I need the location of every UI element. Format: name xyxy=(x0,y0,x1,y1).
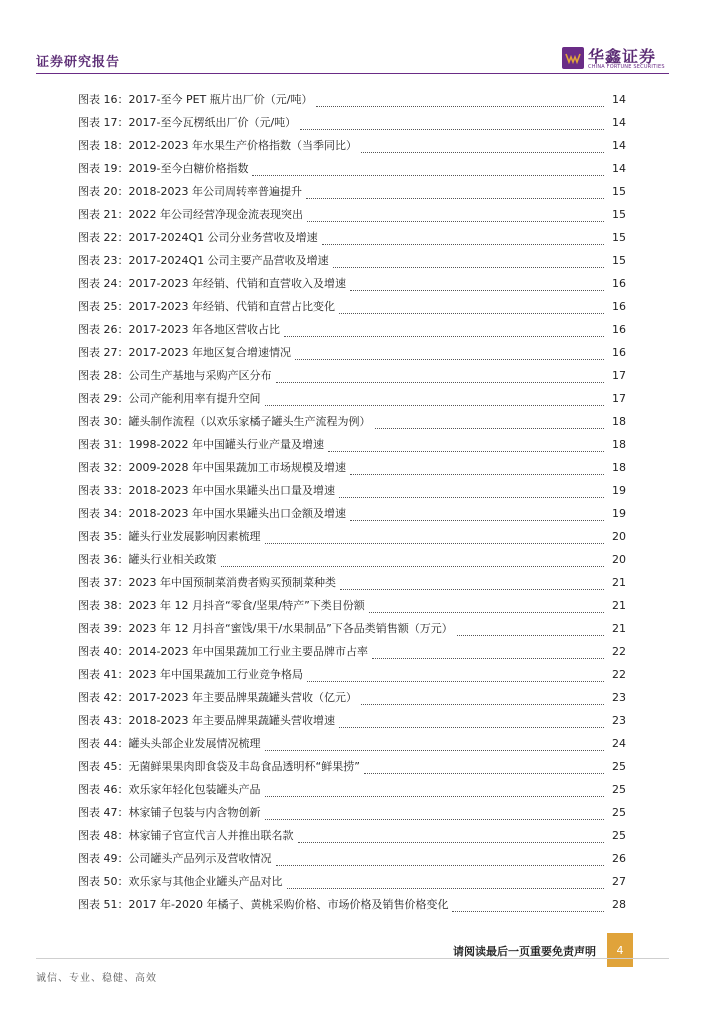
toc-leader-dots xyxy=(300,129,604,130)
toc-leader-dots xyxy=(284,336,604,337)
toc-entry[interactable] xyxy=(78,804,626,827)
toc-leader-dots xyxy=(340,589,604,590)
toc-entry[interactable] xyxy=(78,712,626,735)
toc-entry-page: 21 xyxy=(612,576,626,589)
toc-entry-page: 17 xyxy=(612,369,626,382)
toc-entry-page: 20 xyxy=(612,530,626,543)
toc-entry-label: 图表 37：2023 年中国预制菜消费者购买预制菜种类 xyxy=(78,576,336,589)
toc-entry-label: 图表 50：欢乐家与其他企业罐头产品对比 xyxy=(78,875,283,888)
toc-leader-dots xyxy=(265,796,605,797)
toc-entry-label: 图表 33：2018-2023 年中国水果罐头出口量及增速 xyxy=(78,484,335,497)
toc-leader-dots xyxy=(350,520,604,521)
toc-entry-label: 图表 47：林家铺子包装与内含物创新 xyxy=(78,806,261,819)
toc-entry-label: 图表 45：无菌鲜果果肉即食袋及丰岛食品透明杯“鲜果捞” xyxy=(78,760,360,773)
toc-entry-page: 25 xyxy=(612,806,626,819)
toc-entry-label: 图表 17：2017-至今瓦楞纸出厂价（元/吨） xyxy=(78,116,297,129)
toc-entry-label: 图表 36：罐头行业相关政策 xyxy=(78,553,217,566)
toc-entry-page: 25 xyxy=(612,829,626,842)
toc-entry-page: 19 xyxy=(612,507,626,520)
toc-leader-dots xyxy=(307,221,604,222)
page-number: 4 xyxy=(616,943,624,957)
toc-entry-page: 15 xyxy=(612,254,626,267)
toc-entry[interactable] xyxy=(78,413,626,436)
toc-entry[interactable] xyxy=(78,850,626,873)
toc-leader-dots xyxy=(333,267,604,268)
toc-entry-label: 图表 43：2018-2023 年主要品牌果蔬罐头营收增速 xyxy=(78,714,335,727)
toc-entry-page: 17 xyxy=(612,392,626,405)
toc-entry-label: 图表 20：2018-2023 年公司周转率普遍提升 xyxy=(78,185,302,198)
toc-entry-label: 图表 42：2017-2023 年主要品牌果蔬罐头营收（亿元） xyxy=(78,691,357,704)
toc-entry-label: 图表 18：2012-2023 年水果生产价格指数（当季同比） xyxy=(78,139,357,152)
toc-leader-dots xyxy=(265,750,605,751)
toc-entry[interactable] xyxy=(78,735,626,758)
toc-entry-label: 图表 25：2017-2023 年经销、代销和直营占比变化 xyxy=(78,300,335,313)
toc-entry[interactable] xyxy=(78,183,626,206)
toc-entry-page: 16 xyxy=(612,300,626,313)
toc-entry[interactable] xyxy=(78,114,626,137)
toc-entry-page: 18 xyxy=(612,438,626,451)
toc-entry-label: 图表 27：2017-2023 年地区复合增速情况 xyxy=(78,346,291,359)
page-number-badge xyxy=(607,933,633,967)
toc-leader-dots xyxy=(328,451,604,452)
toc-entry[interactable] xyxy=(78,298,626,321)
toc-entry-label: 图表 48：林家铺子官宣代言人并推出联名款 xyxy=(78,829,294,842)
toc-entry-page: 16 xyxy=(612,346,626,359)
toc-entry[interactable] xyxy=(78,367,626,390)
toc-leader-dots xyxy=(306,198,604,199)
toc-entry-page: 19 xyxy=(612,484,626,497)
toc-entry-label: 图表 30：罐头制作流程（以欢乐家橘子罐头生产流程为例） xyxy=(78,415,371,428)
toc-entry-page: 20 xyxy=(612,553,626,566)
toc-entry[interactable] xyxy=(78,873,626,896)
toc-leader-dots xyxy=(307,681,604,682)
toc-entry-page: 22 xyxy=(612,668,626,681)
toc-entry[interactable] xyxy=(78,597,626,620)
toc-entry-page: 23 xyxy=(612,691,626,704)
toc-entry[interactable] xyxy=(78,574,626,597)
toc-entry-label: 图表 28：公司生产基地与采购产区分布 xyxy=(78,369,272,382)
toc-entry[interactable] xyxy=(78,643,626,666)
toc-entry[interactable] xyxy=(78,551,626,574)
toc-entry-page: 18 xyxy=(612,415,626,428)
toc-leader-dots xyxy=(452,911,604,912)
toc-entry-page: 25 xyxy=(612,760,626,773)
toc-entry-label: 图表 51：2017 年-2020 年橘子、黄桃采购价格、市场价格及销售价格变化 xyxy=(78,898,449,911)
toc-entry-page: 16 xyxy=(612,277,626,290)
toc-leader-dots xyxy=(339,313,604,314)
toc-entry-label: 图表 40：2014-2023 年中国果蔬加工行业主要品牌市占率 xyxy=(78,645,368,658)
toc-leader-dots xyxy=(265,543,605,544)
toc-entry[interactable] xyxy=(78,436,626,459)
toc-entry-page: 14 xyxy=(612,116,626,129)
toc-entry-page: 27 xyxy=(612,875,626,888)
toc-leader-dots xyxy=(276,382,605,383)
toc-entry-label: 图表 49：公司罐头产品列示及营收情况 xyxy=(78,852,272,865)
toc-entry-page: 15 xyxy=(612,185,626,198)
toc-entry-label: 图表 41：2023 年中国果蔬加工行业竞争格局 xyxy=(78,668,303,681)
toc-entry-page: 14 xyxy=(612,162,626,175)
toc-entry[interactable] xyxy=(78,666,626,689)
toc-leader-dots xyxy=(252,175,604,176)
toc-entry[interactable] xyxy=(78,896,626,919)
toc-entry-label: 图表 39：2023 年 12 月抖音“蜜饯/果干/水果制品”下各品类销售额（万元） xyxy=(78,622,453,635)
toc-leader-dots xyxy=(322,244,604,245)
toc-entry[interactable] xyxy=(78,689,626,712)
toc-leader-dots xyxy=(375,428,605,429)
toc-entry-page: 26 xyxy=(612,852,626,865)
toc-entry[interactable] xyxy=(78,91,626,114)
toc-entry[interactable] xyxy=(78,137,626,160)
toc-entry-label: 图表 44：罐头头部企业发展情况梳理 xyxy=(78,737,261,750)
logo-mark-icon xyxy=(562,47,584,69)
toc-entry-label: 图表 29：公司产能利用率有提升空间 xyxy=(78,392,261,405)
toc-entry[interactable] xyxy=(78,620,626,643)
company-logo xyxy=(562,44,665,72)
toc-entry-page: 14 xyxy=(612,139,626,152)
toc-entry-label: 图表 24：2017-2023 年经销、代销和直营收入及增速 xyxy=(78,277,346,290)
toc-entry[interactable] xyxy=(78,528,626,551)
toc-entry-page: 14 xyxy=(612,93,626,106)
toc-entry[interactable] xyxy=(78,505,626,528)
toc-entry[interactable] xyxy=(78,781,626,804)
toc-leader-dots xyxy=(361,152,604,153)
toc-entry[interactable] xyxy=(78,482,626,505)
toc-entry-label: 图表 31：1998-2022 年中国罐头行业产量及增速 xyxy=(78,438,324,451)
toc-entry-label: 图表 32：2009-2028 年中国果蔬加工市场规模及增速 xyxy=(78,461,346,474)
toc-entry[interactable] xyxy=(78,344,626,367)
toc-entry-page: 23 xyxy=(612,714,626,727)
toc-leader-dots xyxy=(265,819,605,820)
toc-leader-dots xyxy=(457,635,604,636)
toc-leader-dots xyxy=(350,290,604,291)
logo-chinese-name: 华鑫证券 xyxy=(588,47,657,66)
toc-leader-dots xyxy=(361,704,604,705)
toc-entry[interactable] xyxy=(78,321,626,344)
table-of-figures xyxy=(78,91,626,919)
toc-leader-dots xyxy=(364,773,604,774)
toc-entry-page: 18 xyxy=(612,461,626,474)
logo-english-name: CHINA FORTUNE SECURITIES xyxy=(588,64,665,70)
toc-entry-label: 图表 35：罐头行业发展影响因素梳理 xyxy=(78,530,261,543)
toc-entry[interactable] xyxy=(78,160,626,183)
toc-entry[interactable] xyxy=(78,229,626,252)
header-divider xyxy=(36,73,669,74)
toc-leader-dots xyxy=(350,474,604,475)
toc-entry-label: 图表 34：2018-2023 年中国水果罐头出口金额及增速 xyxy=(78,507,346,520)
toc-leader-dots xyxy=(369,612,604,613)
toc-entry-page: 25 xyxy=(612,783,626,796)
toc-entry-page: 28 xyxy=(612,898,626,911)
toc-leader-dots xyxy=(265,405,605,406)
toc-entry-page: 21 xyxy=(612,622,626,635)
toc-entry-page: 16 xyxy=(612,323,626,336)
toc-entry-page: 21 xyxy=(612,599,626,612)
toc-entry-label: 图表 38：2023 年 12 月抖音“零食/坚果/特产”下类目份额 xyxy=(78,599,365,612)
toc-leader-dots xyxy=(298,842,605,843)
toc-entry-page: 24 xyxy=(612,737,626,750)
toc-entry[interactable] xyxy=(78,827,626,850)
toc-entry-label: 图表 46：欢乐家年轻化包装罐头产品 xyxy=(78,783,261,796)
report-header-title: 证券研究报告 xyxy=(36,55,121,70)
toc-entry[interactable] xyxy=(78,252,626,275)
toc-leader-dots xyxy=(295,359,604,360)
toc-leader-dots xyxy=(287,888,605,889)
toc-entry-label: 图表 16：2017-至今 PET 瓶片出厂价（元/吨） xyxy=(78,93,313,106)
toc-entry-label: 图表 22：2017-2024Q1 公司分业务营收及增速 xyxy=(78,231,318,244)
toc-entry-page: 15 xyxy=(612,231,626,244)
toc-entry-label: 图表 19：2019-至今白糖价格指数 xyxy=(78,162,249,175)
toc-entry[interactable] xyxy=(78,459,626,482)
toc-entry-page: 22 xyxy=(612,645,626,658)
toc-leader-dots xyxy=(221,566,605,567)
toc-leader-dots xyxy=(372,658,604,659)
toc-leader-dots xyxy=(339,497,604,498)
toc-entry[interactable] xyxy=(78,206,626,229)
disclaimer-note: 请阅读最后一页重要免责声明 xyxy=(453,945,596,958)
toc-entry[interactable] xyxy=(78,390,626,413)
toc-entry-page: 15 xyxy=(612,208,626,221)
toc-leader-dots xyxy=(276,865,605,866)
toc-entry-label: 图表 26：2017-2023 年各地区营收占比 xyxy=(78,323,280,336)
toc-leader-dots xyxy=(316,106,604,107)
toc-entry-label: 图表 23：2017-2024Q1 公司主要产品营收及增速 xyxy=(78,254,329,267)
toc-entry[interactable] xyxy=(78,275,626,298)
footer-motto: 诚信、专业、稳健、高效 xyxy=(36,973,157,984)
toc-entry-label: 图表 21：2022 年公司经营净现金流表现突出 xyxy=(78,208,303,221)
toc-leader-dots xyxy=(339,727,604,728)
footer-divider xyxy=(36,958,669,959)
toc-entry[interactable] xyxy=(78,758,626,781)
